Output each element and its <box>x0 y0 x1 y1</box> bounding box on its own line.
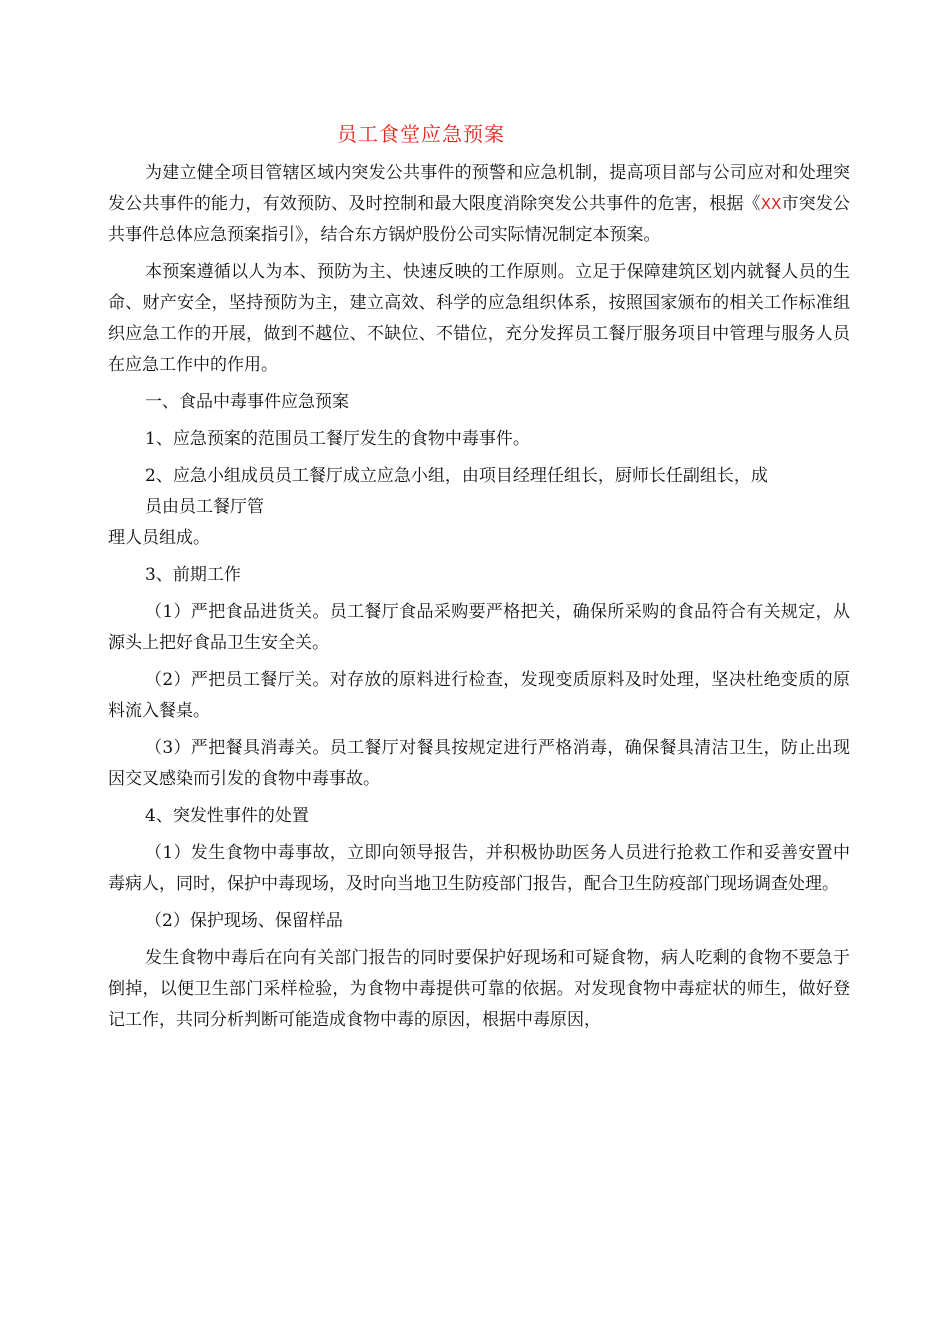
item-4-protect-heading: （2）保护现场、保留样品 <box>145 911 343 931</box>
intro-highlight: XX <box>760 195 782 213</box>
item-3-tableware: （3）严把餐具消毒关。员工餐厅对餐具按规定进行严格消毒，确保餐具清洁卫生，防止出现因交叉感染而引发的食物中毒事故。 <box>108 738 850 789</box>
item-3-heading: 3、前期工作 <box>145 565 241 585</box>
section-heading-food-poisoning: 一、食品中毒事件应急预案 <box>145 392 349 412</box>
item-4-protect-body: 发生食物中毒后在向有关部门报告的同时要保护好现场和可疑食物，病人吃剩的食物不要急于倒掉，以便卫生部门采样检验，为食物中毒提供可靠的依据。对发现食物中毒症状的师生，做好登记工作，共同分析判断可能造成食物中毒的原因，根据中毒原因， <box>108 948 850 1030</box>
item-1-scope: 1、应急预案的范围员工餐厅发生的食物中毒事件。 <box>145 429 530 449</box>
document-body <box>108 158 850 1042</box>
item-3-purchasing: （1）严把食品进货关。员工餐厅食品采购要严格把关，确保所采购的食品符合有关规定，从源头上把好食品卫生安全关。 <box>108 602 850 653</box>
principle-paragraph: 本预案遵循以人为本、预防为主、快速反映的工作原则。立足于保障建筑区划内就餐人员的生命、财产安全，坚持预防为主，建立高效、科学的应急组织体系，按照国家颁布的相关工作标准组织应急工作的开展，做到不越位、不缺位、不错位，充分发挥员工餐厅服务项目中管理与服务人员在应急工作中的作用。 <box>108 262 850 375</box>
item-3-canteen: （2）严把员工餐厅关。对存放的原料进行检查，发现变质原料及时处理，坚决杜绝变质的原料流入餐桌。 <box>108 670 850 721</box>
item-4-heading: 4、突发性事件的处置 <box>145 806 309 826</box>
item-4-report: （1）发生食物中毒事故，立即向领导报告，并积极协助医务人员进行抢救工作和妥善安置中毒病人，同时，保护中毒现场，及时向当地卫生防疫部门报告，配合卫生防疫部门现场调查处理。 <box>108 843 850 894</box>
item-2-line-1: 2、应急小组成员员工餐厅成立应急小组，由项目经理任组长，厨师长任副组长，成 <box>145 466 768 486</box>
intro-text-after: 市突发公共事件总体应急预案指引》，结合东方锅炉股份公司实际情况制定本预案。 <box>108 194 851 245</box>
intro-paragraph <box>108 158 850 251</box>
item-2-line-2: 员由员工餐厅管 <box>145 497 264 517</box>
item-2-line-3: 理人员组成。 <box>108 528 210 548</box>
document-title: 员工食堂应急预案 <box>337 122 505 146</box>
intro-text-before: 为建立健全项目管辖区域内突发公共事件的预警和应急机制，提高项目部与公司应对和处理突发公共事件的能力，有效预防、及时控制和最大限度消除突发公共事件的危害，根据《 <box>108 163 850 214</box>
